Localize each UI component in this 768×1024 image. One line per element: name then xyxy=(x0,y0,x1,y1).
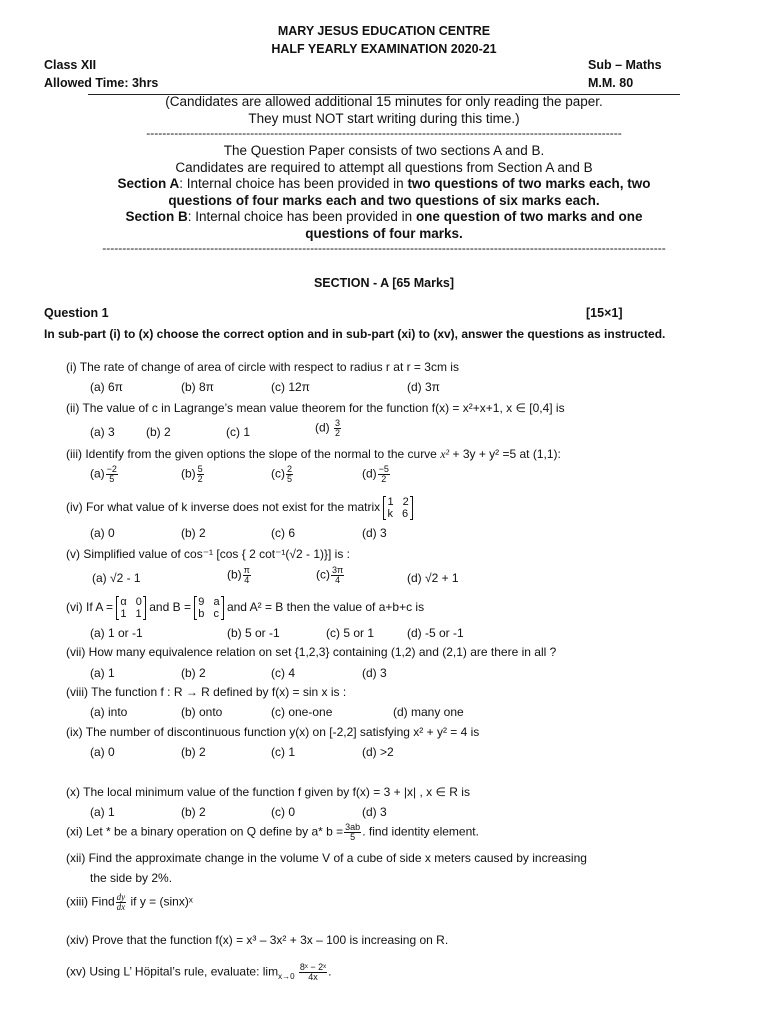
question-marks: [15×1] xyxy=(586,306,623,320)
option-iii-b xyxy=(181,465,205,484)
option-iii-a xyxy=(90,465,119,484)
option-iv-b: (b) 2 xyxy=(181,526,206,540)
option-vii-b: (b) 2 xyxy=(181,666,206,680)
fraction-numerator: −2 xyxy=(106,464,117,474)
section-heading: SECTION - A [65 Marks] xyxy=(313,276,455,290)
section-a-note xyxy=(0,176,768,191)
fraction-denominator: 2 xyxy=(381,474,387,484)
question-xv xyxy=(66,963,331,982)
option-ii-c: (c) 1 xyxy=(226,425,250,439)
question-xv-fraction xyxy=(299,963,327,982)
fraction-numerator: π xyxy=(243,565,250,575)
fraction-denominator: dx xyxy=(116,902,126,912)
matrix-row: b c xyxy=(198,608,219,620)
question-vi-text-2: and B = xyxy=(149,600,191,615)
fraction-numerator: dy xyxy=(116,892,126,902)
section-b-text: : Internal choice has been provided in xyxy=(187,209,416,224)
question-xi xyxy=(66,823,479,842)
option-iii-c xyxy=(271,465,294,484)
option-viii-c: (c) one-one xyxy=(271,705,333,719)
question-vi-text-3: and A² = B then the value of a+b+c is xyxy=(226,600,425,615)
option-iv-c: (c) 6 xyxy=(271,526,295,540)
option-i-c: (c) 12π xyxy=(271,380,310,394)
option-vii-a: (a) 1 xyxy=(90,666,115,680)
question-xi-fraction xyxy=(344,823,361,842)
section-b-label: Section B xyxy=(125,209,188,224)
fraction-numerator: 3 xyxy=(335,418,341,428)
option-x-a: (a) 1 xyxy=(90,805,115,819)
matrix-row: 1 2 xyxy=(387,496,409,508)
question-v: (v) Simplified value of cos⁻¹ [cos { 2 cot⁻¹(√2 - 1)}] is : xyxy=(66,547,351,561)
fraction-numerator: 2 xyxy=(287,464,293,474)
option-viii-b: (b) onto xyxy=(181,705,223,719)
question-xiii-text-1: (xiii) Find xyxy=(66,894,115,909)
section-b-note xyxy=(0,209,768,224)
option-vi-c: (c) 5 or 1 xyxy=(326,626,375,640)
option-label: (c) xyxy=(316,567,330,582)
option-fraction xyxy=(331,566,344,585)
question-xv-text-2: . xyxy=(328,964,332,979)
option-ii-d-label: (d) xyxy=(315,420,330,435)
option-x-c: (c) 0 xyxy=(271,805,295,819)
option-ii-a: (a) 3 xyxy=(90,425,115,439)
section-a-text: : Internal choice has been provided in xyxy=(179,176,408,191)
option-ix-d: (d) >2 xyxy=(362,745,394,759)
matrix-row: 1 1 xyxy=(120,608,142,620)
fraction-numerator: −5 xyxy=(378,464,389,474)
reading-note-2: They must NOT start writing during this time.) xyxy=(248,111,520,126)
option-iv-a: (a) 0 xyxy=(90,526,115,540)
question-title: Question 1 xyxy=(44,306,109,320)
option-vii-d: (d) 3 xyxy=(362,666,387,680)
question-xii-line-2: the side by 2%. xyxy=(90,871,173,885)
question-x: (x) The local minimum value of the function f given by f(x) = 3 + |x| , x ∈ R is xyxy=(66,785,470,799)
instruction-line-2: Candidates are required to attempt all questions from Section A and B xyxy=(175,160,593,175)
limit-subscript: x→0 xyxy=(278,972,295,982)
option-fraction xyxy=(243,566,251,585)
question-xi-text-2: . find identity element. xyxy=(362,824,479,839)
question-vi xyxy=(66,596,424,620)
fraction-denominator: 2 xyxy=(197,474,203,484)
option-vi-a: (a) 1 or -1 xyxy=(90,626,143,640)
option-i-b: (b) 8π xyxy=(181,380,214,394)
option-i-d: (d) 3π xyxy=(407,380,440,394)
question-xii-line-1: (xii) Find the approximate change in the volume V of a cube of side x meters caused by increasing xyxy=(66,851,587,865)
option-ii-d xyxy=(315,419,342,438)
option-i-a: (a) 6π xyxy=(90,380,123,394)
matrix-row: 9 a xyxy=(198,596,220,608)
option-label: (a) xyxy=(90,466,105,481)
subject-label: Sub – Maths xyxy=(588,58,662,72)
option-label: (d) xyxy=(362,466,377,481)
question-iii xyxy=(66,447,561,462)
option-x-b: (b) 2 xyxy=(181,805,206,819)
fraction-denominator: 5 xyxy=(287,474,293,484)
option-x-d: (d) 3 xyxy=(362,805,387,819)
option-label: (b) xyxy=(181,466,196,481)
option-fraction xyxy=(106,465,118,484)
option-label: (c) xyxy=(271,466,285,481)
option-ix-b: (b) 2 xyxy=(181,745,206,759)
school-name: MARY JESUS EDUCATION CENTRE xyxy=(277,24,491,38)
option-viii-d: (d) many one xyxy=(393,705,464,719)
option-fraction xyxy=(197,465,204,484)
section-b-bold-1: one question of two marks and one xyxy=(415,209,643,224)
option-ii-b: (b) 2 xyxy=(146,425,171,439)
option-ii-d-fraction xyxy=(334,419,341,438)
question-xi-text-1: (xi) Let * be a binary operation on Q define by a* b = xyxy=(66,824,344,839)
section-a-bold-1: two questions of two marks each, two xyxy=(407,176,651,191)
dash-separator-1: ----------------------------------------------------------------------------------------------------------------------- xyxy=(146,126,622,140)
option-vii-c: (c) 4 xyxy=(271,666,295,680)
fraction-denominator: 2 xyxy=(335,428,341,438)
fraction-denominator: 4 xyxy=(335,575,341,585)
option-ix-a: (a) 0 xyxy=(90,745,115,759)
question-viii: (viii) The function f : R → R defined by f(x) = sin x is : xyxy=(66,685,347,699)
question-instruction: In sub-part (i) to (x) choose the correct option and in sub-part (xi) to (xv), answer the questions as instructed. xyxy=(44,327,666,341)
dash-separator-2: --------------------------------------------------------------------------------------------------------------------------------------------- xyxy=(102,241,666,255)
option-vi-d: (d) -5 or -1 xyxy=(407,626,464,640)
question-i: (i) The rate of change of area of circle with respect to radius r at r = 3cm is xyxy=(66,360,459,374)
marks-label: M.M. 80 xyxy=(588,76,634,90)
question-iii-text-1: (iii) Identify from the given options the slope of the normal to the curve xyxy=(66,447,441,461)
question-xiii-fraction xyxy=(116,893,127,912)
option-label: (b) xyxy=(227,567,242,582)
question-ii: (ii) The value of c in Lagrange’s mean value theorem for the function f(x) = x²+x+1, x ∈ [0,4] is xyxy=(66,401,565,415)
section-a-bold-2: questions of four marks each and two questions of six marks each. xyxy=(168,193,600,208)
question-xiv: (xiv) Prove that the function f(x) = x³ – 3x² + 3x – 100 is increasing on R. xyxy=(66,933,449,947)
fraction-denominator: 4x xyxy=(308,972,318,982)
question-iii-text-2: + 3y + y² =5 at (1,1): xyxy=(449,447,561,461)
time-label: Allowed Time: 3hrs xyxy=(44,76,159,90)
option-iii-d xyxy=(362,465,391,484)
fraction-numerator: 5 xyxy=(197,464,203,474)
option-vi-b: (b) 5 or -1 xyxy=(227,626,280,640)
question-xiii-text-2: if y = (sinx)ˣ xyxy=(127,894,193,909)
option-viii-a: (a) into xyxy=(90,705,128,719)
fraction-denominator: 5 xyxy=(109,474,115,484)
option-fraction xyxy=(378,465,390,484)
matrix-row: α 0 xyxy=(120,596,142,608)
question-xv-text-1: (xv) Using L’ Höpital’s rule, evaluate: lim xyxy=(66,964,279,979)
matrix-k xyxy=(383,496,412,520)
matrix-a xyxy=(116,596,146,620)
question-ix: (ix) The number of discontinuous function y(x) on [-2,2] satisfying x² + y² = 4 is xyxy=(66,725,480,739)
option-ix-c: (c) 1 xyxy=(271,745,295,759)
fraction-denominator: 5 xyxy=(350,832,356,842)
option-v-a: (a) √2 - 1 xyxy=(92,571,141,585)
exam-title: HALF YEARLY EXAMINATION 2020-21 xyxy=(271,42,497,56)
option-iv-d: (d) 3 xyxy=(362,526,387,540)
question-iv xyxy=(66,496,413,520)
question-xiii xyxy=(66,893,193,912)
section-b-bold-2: questions of four marks. xyxy=(305,226,463,241)
question-iv-text: (iv) For what value of k inverse does not exist for the matrix xyxy=(66,500,381,515)
question-iii-math: x² xyxy=(440,447,450,461)
option-v-d: (d) √2 + 1 xyxy=(407,571,459,585)
fraction-numerator: 3π xyxy=(332,565,344,575)
section-a-label: Section A xyxy=(117,176,180,191)
matrix-row: k 6 xyxy=(387,508,409,520)
class-label: Class XII xyxy=(44,58,97,72)
question-vii: (vii) How many equivalence relation on set {1,2,3} containing (1,2) and (2,1) are there in all ? xyxy=(66,645,557,659)
fraction-numerator: 8ˣ − 2ˣ xyxy=(299,962,327,972)
option-v-b xyxy=(227,566,252,585)
option-v-c xyxy=(316,566,345,585)
instruction-line-1: The Question Paper consists of two sections A and B. xyxy=(223,143,545,158)
matrix-b xyxy=(194,596,223,620)
fraction-numerator: 3ab xyxy=(345,822,361,832)
fraction-denominator: 4 xyxy=(244,575,250,585)
option-fraction xyxy=(286,465,293,484)
reading-note-1: (Candidates are allowed additional 15 minutes for only reading the paper. xyxy=(165,94,603,109)
question-vi-text-1: (vi) If A = xyxy=(66,600,114,615)
